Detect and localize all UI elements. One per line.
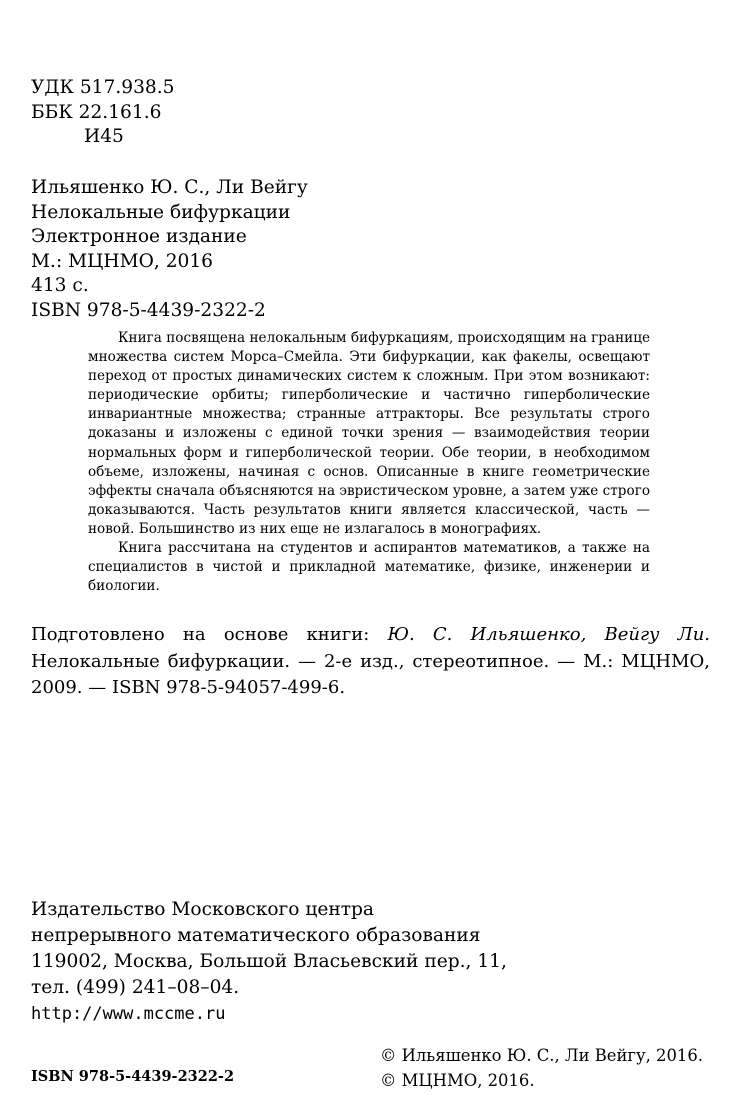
edition-type: Электронное издание <box>31 226 247 248</box>
classification-codes <box>31 76 174 150</box>
copyright-publisher: © МЦНМО, 2016. <box>380 1070 535 1090</box>
bbk-code: ББК 22.161.6 <box>31 101 162 123</box>
footer-isbn: ISBN 978-5-4439-2322-2 <box>31 1068 235 1085</box>
source-details: Нелокальные бифуркации. — 2-е изд., стереотипное. — М.: МЦНМО, 2009. — ISBN 978-5-94057-499-6. <box>31 650 710 698</box>
book-title: Нелокальные бифуркации <box>31 201 291 223</box>
abstract-paragraph-2: Книга рассчитана на студентов и аспирантов математиков, а также на специалистов в чистой и прикладной математике, физике, инженерии и биологии. <box>88 540 650 595</box>
author-mark: И45 <box>84 126 124 148</box>
page-count: 413 с. <box>31 275 89 297</box>
bibliographic-record <box>31 176 308 324</box>
abstract <box>88 329 650 596</box>
copyright-block <box>380 1044 703 1093</box>
book-authors: Ильяшенко Ю. С., Ли Вейгу <box>31 177 308 198</box>
copyright-authors: © Ильяшенко Ю. С., Ли Вейгу, 2016. <box>380 1046 703 1065</box>
publisher-address: 119002, Москва, Большой Власьевский пер., 11, <box>31 951 507 972</box>
publisher-url[interactable]: http://www.mccme.ru <box>31 1004 226 1024</box>
publisher-year: М.: МЦНМО, 2016 <box>31 250 214 272</box>
source-authors: Ю. С. Ильяшенко, Вейгу Ли. <box>387 624 711 645</box>
abstract-paragraph-1: Книга посвящена нелокальным бифуркациям, происходящим на границе множества систем Морса–Смейла. Эти бифуркации, как факелы, освещают переход от простых динамических систем к сложным. При этом возникают: периодические орбиты; гиперболические и частично гиперболические инвариантные множества; странные аттракторы. Все результаты строго доказаны и изложены с единой точки зрения — взаимодействия теории нормальных форм и гиперболической теории. Обе теории, в необходимом объеме, изложены, начиная с основ. Описанные в книге геометрические эффекты сначала объясняются на эвристическом уровне, а затем уже строго доказываются. Часть результатов книги является классической, часть — новой. Большинство из них еще не излагалось в монографиях. <box>88 330 650 537</box>
publisher-phone: тел. (499) 241–08–04. <box>31 977 240 998</box>
publisher-info <box>31 897 507 1027</box>
publisher-name-1: Издательство Московского центра <box>31 899 375 920</box>
udk-code: УДК 517.938.5 <box>31 77 175 98</box>
source-note <box>31 622 710 702</box>
source-note-lead: Подготовлено на основе книги: <box>31 624 388 645</box>
publisher-name-2: непрерывного математического образования <box>31 925 481 946</box>
isbn: ISBN 978-5-4439-2322-2 <box>31 299 266 321</box>
